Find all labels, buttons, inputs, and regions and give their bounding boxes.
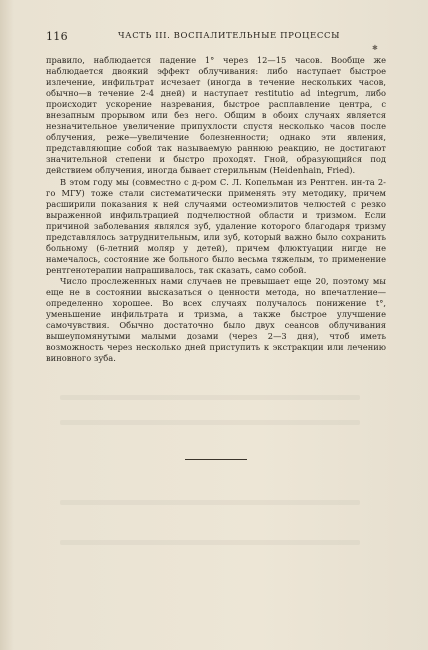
running-head: ЧАСТЬ III. ВОСПАЛИТЕЛЬНЫЕ ПРОЦЕССЫ bbox=[118, 31, 341, 41]
pencil-mark-icon: ✱ bbox=[372, 44, 378, 52]
bleed-through-shadow bbox=[60, 420, 360, 425]
bleed-through-shadow bbox=[60, 540, 360, 545]
body-text bbox=[46, 55, 386, 364]
paragraph: В этом году мы (совместно с д-ром С. Л. Копельман из Рентген. ин-та 2-го МГУ) тоже стали систематически применять эту методику, причем расширили показания к ней случаями остеомиэлитов челюстей с резко выраженной инфильтрацией подчелюстной области и тризмом. Если причиной заболевания являлся зуб, удаление которого благодаря тризму представлялось затруднительным, или зуб, который важно было сохранить больному (6-летний моляр у детей), причем флюктуации нигде не намечалось, состояние же больного было весьма тяжелым, то применение рентгенотерапии напрашивалось, так сказать, само собой. bbox=[46, 176, 386, 275]
paragraph: Число прослеженных нами случаев не превышает еще 20, поэтому мы еще не в состоянии высказаться о ценности метода, но впечатление—определенно хорошее. Во всех случаях получалось понижение t°, уменьшение инфильтрата и тризма, а также быстрое улучшение самочувствия. Обычно достаточно было двух сеансов облучивания вышеупомянутыми малыми дозами (через 2—3 дня), чтоб иметь возможность через несколько дней приступить к экстракции или лечению виновного зуба. bbox=[46, 275, 386, 364]
paragraph: правило, наблюдается падение 1° через 12—15 часов. Вообще же наблюдается двоякий эффект облучивания: либо наступает быстрое излечение, инфильтрат исчезает (иногда в течение нескольких часов, обычно—в течение 2-4 дней) и наступает restitutio ad integrum, либо происходит ускорение назревания, быстрое расплавление центра, с внезапным прорывом или без него. Общим в обоих случаях является незначительное увеличение припухлости спустя несколько часов после облучения, реже—увеличение болезненности; однако эти явления, представляющие собой так называемую раннюю реакцию, не достигают значительной степени и быстро проходят. Гной, образующийся под действием облучения, иногда бывает стерильным (Heidenhain, Fried). bbox=[46, 55, 386, 176]
section-divider-rule bbox=[185, 459, 247, 460]
page-number: 116 bbox=[46, 30, 68, 43]
bleed-through-shadow bbox=[60, 395, 360, 400]
bleed-through-shadow bbox=[60, 500, 360, 505]
page-header bbox=[46, 30, 392, 46]
